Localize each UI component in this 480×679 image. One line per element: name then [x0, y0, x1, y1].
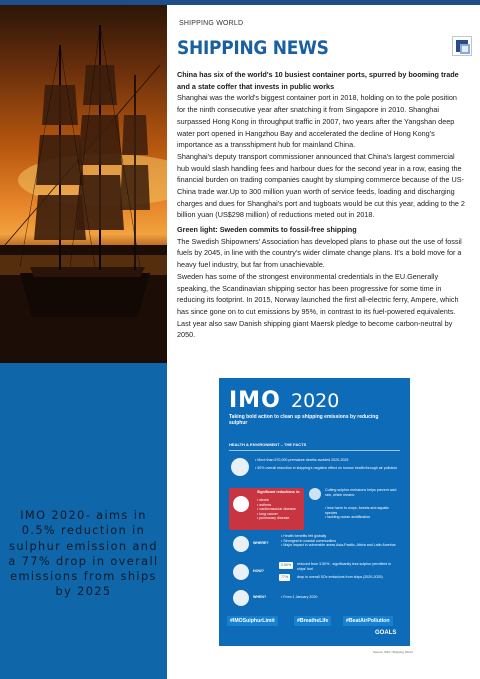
how-text-sulphur: reduced from 3.50% - significantly less sulphur permitted in ships' fuel	[297, 562, 392, 571]
article-paragraph: Shanghai's deputy transport commissioner announced that China's largest commercial hub would slash handling fees and harbour dues for the second year in a row, easing the financial burden on trading companies caught by slumping commerce because of the US-China trade war.Up to 300 million yuan worth of service feeds, loading and discharging charges and dues for Shanghai's port and tugboats would be cut this year, adding to the 2 billion yuan (US$298 million) of reductions meted out in 2018.	[177, 151, 465, 220]
image-credit: Source: IMO / Shipping World	[373, 650, 413, 654]
red-heading: Significant reductions in:	[257, 490, 301, 494]
how-label: HOW?	[253, 569, 264, 573]
article-sweden-shipping	[177, 224, 467, 341]
article-paragraph: Sweden has some of the strongest environmental credentials in the EU.Generally speaking, the Scandinavian shipping sector has been progressive for some time in reducing its footprint. In 2015, Norway launched the first all-electric ferry, Ampere, which has since gone on to cut emissions by 95%, in contrast to its fuel-powered equivalents. Last year also saw Danish shipping giant Maersk pledge to become carbon-neutral by 2050.	[177, 271, 459, 340]
hashtag: #BreatheLife	[294, 616, 331, 626]
infographic-year: 2020	[291, 390, 340, 412]
section-label: SHIPPING WORLD	[179, 20, 244, 27]
where-label: WHERE?	[253, 541, 269, 545]
article-paragraph: Shanghai was the world's biggest container port in 2018, holding on to the pole position for the ninth consecutive year after snatching it from Singapore in 2010. Shanghai surpassed Hong Kong in throughput traffic in 2007, two years after the Yangshan deep water port opened in Hangzhou Bay and accelerated the decline of Hong Kong's importance as a transshipment hub for mainland China.	[177, 93, 457, 150]
article-paragraph: The Swedish Shipowners' Association has developed plans to phase out the use of fossil fuels by 2045, in line with the country's wider climate change plans. It's a bold move for a heavy fuel industry, but far from unachievable.	[177, 236, 462, 270]
red-items: • stroke • asthma • cardiovascular disease • lung cancer • pulmonary disease	[257, 498, 296, 521]
article-china-ports	[177, 69, 467, 221]
heart-icon	[233, 496, 249, 512]
when-label: WHEN?	[253, 595, 267, 599]
infographic-tagline: Taking bold action to clean up shipping emissions by reducing sulphur	[229, 414, 379, 426]
cloud-icon	[309, 488, 321, 500]
how-pill-sulphur: 0.50%	[281, 563, 292, 567]
how-text-sox: drop in overall SOx emissions from ships (2020-2025)	[297, 575, 383, 579]
article-headline: China has six of the world's 10 busiest container ports, spurred by booming trade and a state coffer that invests in public works	[177, 70, 459, 91]
page-title: SHIPPING NEWS	[177, 38, 329, 59]
facts-heading: HEALTH & ENVIRONMENT – THE FACTS	[229, 442, 307, 447]
acid-rain-text: Cutting sulphur emissions helps prevent acid rain, which means:	[325, 488, 397, 497]
people-icon	[231, 458, 249, 476]
ship-silhouette	[0, 5, 167, 363]
fact-deaths: • More than 570,000 premature deaths avoided 2020-2025	[255, 458, 349, 462]
when-text: • From 1 January 2020	[281, 595, 318, 599]
article-headline: Green light: Sweden commits to fossil-free shipping	[177, 225, 357, 234]
globe-icon	[233, 536, 249, 552]
sdg-goals-logo: GOALS	[375, 630, 397, 636]
fact-reduction: • 50% overall reduction in shipping's negative effect on human health through air pollution	[255, 466, 398, 470]
hashtag: #BeatAirPollution	[343, 616, 393, 626]
publication-logo	[452, 36, 472, 56]
sailing-ship-photo	[0, 5, 167, 363]
hashtag: #IMOSulphurLimit	[227, 616, 278, 626]
imo-quote: IMO 2020- aims in 0.5% reduction in sulphur emission and a 77% drop in overall emissions from ships by 2025	[8, 509, 159, 599]
imo-2020-infographic	[219, 378, 410, 646]
divider	[229, 450, 400, 451]
how-pill-sox: 77%	[281, 575, 289, 579]
imo-logo: IMO	[229, 388, 281, 413]
where-items: • Health benefits felt globally • Strongest in coastal communities • Major impact in vulnerable areas Asia-Pacific, Africa and Latin America	[281, 534, 396, 548]
calendar-icon	[233, 590, 249, 606]
ship-icon	[233, 564, 249, 580]
acid-rain-items: • less harm to crops, forests and aquatic species • tackling ocean acidification	[325, 506, 389, 520]
